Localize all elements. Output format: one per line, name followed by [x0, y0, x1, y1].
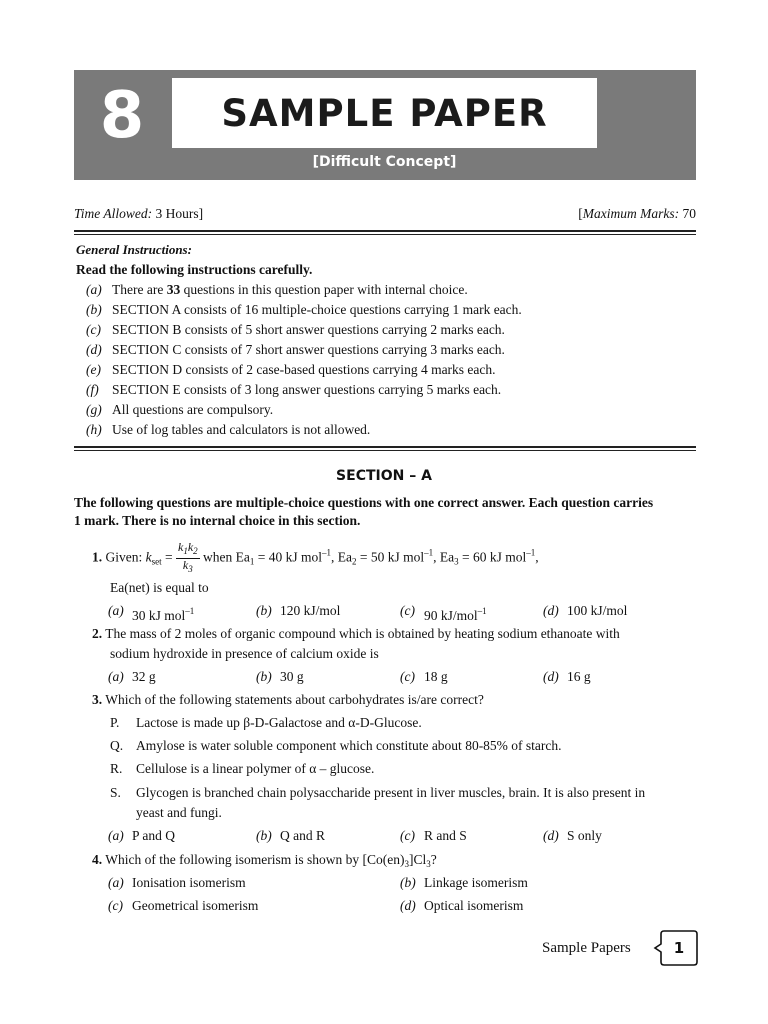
statement-text: Cellulose is a linear polymer of α – glucose.: [136, 761, 375, 776]
option-label: (c): [400, 828, 415, 843]
divider-top: [74, 230, 696, 235]
question-3: 3. Which of the following statements about carbohydrates is/are correct?: [92, 692, 484, 707]
option-label: (d): [543, 603, 559, 618]
statement-text-cont: yeast and fungi.: [136, 805, 222, 820]
question-1-line2: Ea(net) is equal to: [110, 580, 209, 595]
section-intro-line1: The following questions are multiple-choice questions with one correct answer. Each question carries: [74, 495, 654, 510]
option-text: R and S: [424, 828, 467, 843]
option-text: 30 g: [280, 669, 304, 684]
page-number: 1: [673, 939, 685, 957]
question-2-line2: sodium hydroxide in presence of calcium oxide is: [110, 646, 379, 661]
option-text: Q and R: [280, 828, 325, 843]
option-text: 30 kJ mol$^{-1}$: [132, 606, 195, 623]
statement-text: Lactose is made up β-D-Galactose and α-D-Glucose.: [136, 715, 422, 730]
option-label: (d): [543, 828, 559, 843]
question-1: 1. Given: $k_{set}$ = $\frac{k_1k_2}{k_3}$ when $Ea_1 = 40$ kJ mol$^{-1}$, $Ea_2 = 50$ kJ mol$^{-1}$, $Ea_3 = 60$ kJ mol$^{-1}$,: [92, 540, 539, 574]
footer-label: Sample Papers: [542, 940, 631, 956]
option-label: (a): [108, 828, 124, 843]
statement-label: R.: [110, 761, 123, 776]
instruction-item: All questions are compulsory.: [112, 402, 274, 417]
question-2: 2. The mass of 2 moles of organic compound which is obtained by heating sodium ethanoate with: [92, 626, 620, 641]
instruction-label: (h): [86, 422, 102, 437]
paper-number: 8: [99, 79, 145, 153]
option-text: 120 kJ/mol: [280, 603, 341, 618]
instruction-label: (d): [86, 342, 102, 357]
option-label: (b): [400, 875, 416, 890]
instruction-item: SECTION A consists of 16 multiple-choice questions carrying 1 mark each.: [112, 302, 522, 317]
option-label: (b): [256, 603, 272, 618]
statement-label: S.: [110, 785, 121, 800]
instruction-item: There are 33 questions in this question paper with internal choice.: [112, 282, 468, 297]
statement-label: P.: [110, 715, 120, 730]
instruction-label: (c): [86, 322, 101, 337]
instruction-label: (e): [86, 362, 101, 377]
statement-label: Q.: [110, 738, 124, 753]
maximum-marks: [Maximum Marks: 70: [578, 206, 696, 221]
instructions-lead: Read the following instructions carefully.: [76, 262, 313, 277]
instruction-label: (g): [86, 402, 102, 417]
option-text: Optical isomerism: [424, 898, 524, 913]
instruction-item: Use of log tables and calculators is not allowed.: [112, 422, 371, 437]
time-allowed: Time Allowed: 3 Hours]: [74, 206, 204, 221]
instruction-label: (f): [86, 382, 99, 397]
option-label: (c): [400, 603, 415, 618]
option-text: P and Q: [132, 828, 175, 843]
option-text: Geometrical isomerism: [132, 898, 259, 913]
option-label: (a): [108, 603, 124, 618]
option-label: (c): [400, 669, 415, 684]
divider-bottom: [74, 446, 696, 451]
instruction-item: SECTION B consists of 5 short answer questions carrying 2 marks each.: [112, 322, 505, 337]
statement-text: Glycogen is branched chain polysaccharide present in liver muscles, brain. It is also present in: [136, 785, 646, 800]
instructions-heading: General Instructions:: [76, 242, 192, 257]
option-text: Linkage isomerism: [424, 875, 528, 890]
option-text: 32 g: [132, 669, 156, 684]
option-text: Ionisation isomerism: [132, 875, 246, 890]
option-text: S only: [567, 828, 602, 843]
option-text: 100 kJ/mol: [567, 603, 628, 618]
option-text: 16 g: [567, 669, 591, 684]
option-label: (a): [108, 875, 124, 890]
section-intro-line2: 1 mark. There is no internal choice in this section.: [74, 513, 361, 528]
option-text: 18 g: [424, 669, 448, 684]
instruction-item: SECTION C consists of 7 short answer questions carrying 3 marks each.: [112, 342, 505, 357]
page-subtitle: [Difficult Concept]: [312, 154, 457, 170]
statement-text: Amylose is water soluble component which constitute about 80-85% of starch.: [136, 738, 562, 753]
k-fraction: $\frac{k_1k_2}{k_3}$: [178, 540, 198, 574]
instruction-item: SECTION D consists of 2 case-based questions carrying 4 marks each.: [112, 362, 496, 377]
instruction-label: (a): [86, 282, 102, 297]
option-label: (d): [543, 669, 559, 684]
option-text: 90 kJ/mol$^{-1}$: [424, 606, 487, 623]
option-label: (b): [256, 669, 272, 684]
instruction-label: (b): [86, 302, 102, 317]
option-label: (c): [108, 898, 123, 913]
option-label: (d): [400, 898, 416, 913]
page-title: SAMPLE PAPER: [221, 92, 548, 135]
option-label: (b): [256, 828, 272, 843]
question-4: 4. Which of the following isomerism is shown by $[Co(en)_3]Cl_3$?: [92, 852, 437, 869]
instruction-item: SECTION E consists of 3 long answer questions carrying 5 marks each.: [112, 382, 502, 397]
section-title: SECTION – A: [336, 468, 432, 484]
option-label: (a): [108, 669, 124, 684]
